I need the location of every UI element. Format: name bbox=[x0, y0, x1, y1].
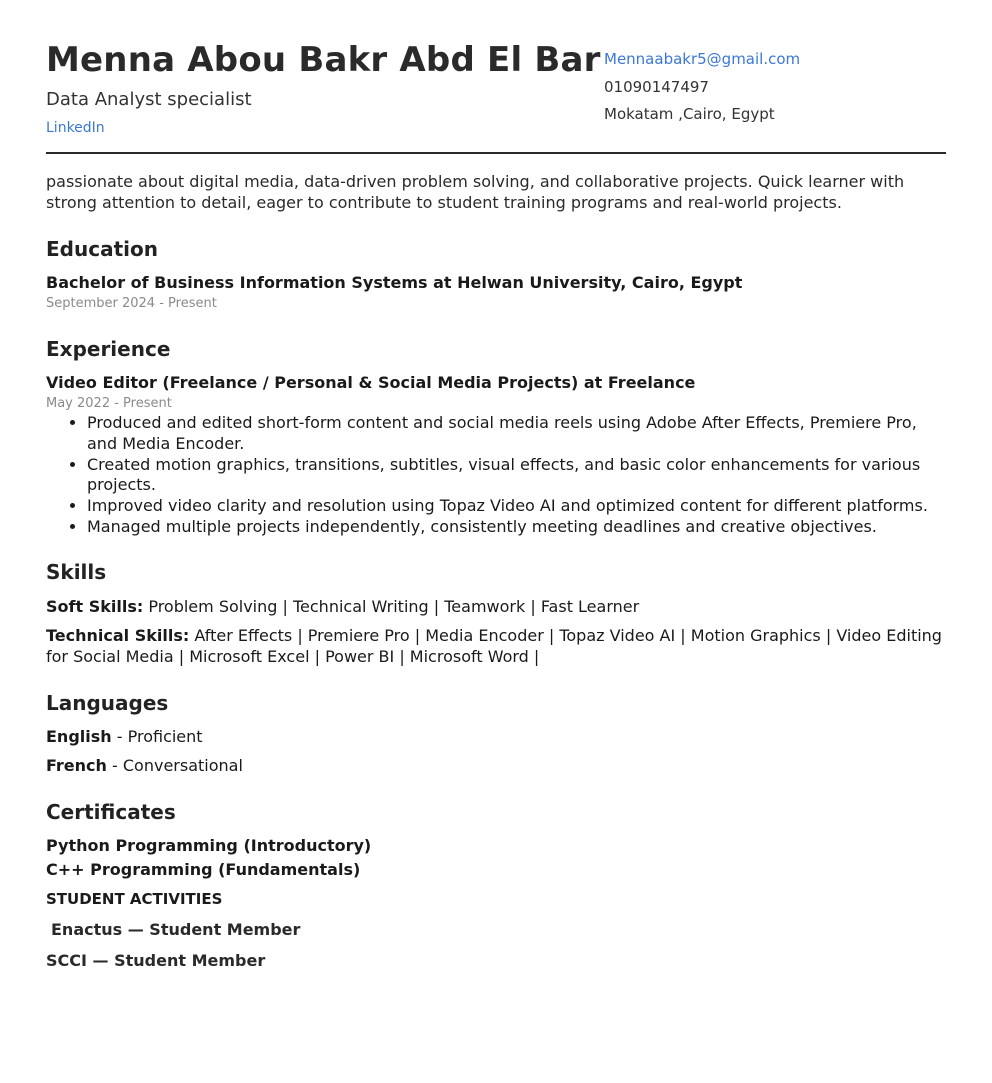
linkedin-link[interactable]: LinkedIn bbox=[46, 120, 105, 136]
location: Mokatam ,Cairo, Egypt bbox=[604, 105, 775, 123]
technical-skills-label: Technical Skills: bbox=[46, 625, 190, 645]
language-item bbox=[46, 726, 946, 747]
certificate-item: Python Programming (Introductory) bbox=[46, 835, 372, 855]
activities-section bbox=[46, 890, 946, 970]
activity-item: SCCI — Student Member bbox=[46, 950, 266, 970]
education-heading: Education bbox=[46, 237, 158, 261]
experience-section bbox=[46, 337, 946, 538]
languages-heading: Languages bbox=[46, 690, 169, 715]
phone-number: 01090147497 bbox=[604, 77, 709, 96]
experience-date: May 2022 - Present bbox=[46, 396, 172, 411]
technical-skills-value: After Effects | Premiere Pro | Media Encoder | Topaz Video AI | Motion Graphics | Video Editing for Social Media | Microsoft Excel | Power BI | Microsoft Word | bbox=[46, 625, 942, 666]
activities-heading: STUDENT ACTIVITIES bbox=[46, 889, 223, 908]
experience-heading: Experience bbox=[46, 337, 171, 361]
certificates-heading: Certificates bbox=[46, 799, 176, 824]
soft-skills-label: Soft Skills: bbox=[46, 596, 144, 616]
contact-block bbox=[604, 46, 800, 129]
certificates-section bbox=[46, 800, 946, 882]
header-divider bbox=[46, 152, 946, 154]
languages-section bbox=[46, 691, 946, 776]
education-date: September 2024 - Present bbox=[46, 296, 217, 311]
experience-bullet: • Improved video clarity and resolution using Topaz Video AI and optimized content for different platforms. bbox=[87, 496, 946, 517]
language-name: English bbox=[46, 726, 112, 746]
experience-bullet: • Produced and edited short-form content and social media reels using Adobe After Effects, Premiere Pro, and Media Encoder. bbox=[87, 413, 946, 455]
language-name: French bbox=[46, 755, 107, 775]
language-item bbox=[46, 755, 946, 776]
skills-section bbox=[46, 560, 946, 667]
resume-header bbox=[46, 0, 946, 155]
candidate-name: Menna Abou Bakr Abd El Bar bbox=[46, 40, 601, 80]
soft-skills bbox=[46, 596, 946, 617]
technical-skills bbox=[46, 625, 946, 667]
education-degree: Bachelor of Business Information Systems at Helwan University, Cairo, Egypt bbox=[46, 273, 743, 292]
experience-role: Video Editor (Freelance / Personal & Social Media Projects) at Freelance bbox=[46, 373, 696, 392]
language-level: - Conversational bbox=[106, 755, 243, 775]
email-link[interactable]: Mennaabakr5@gmail.com bbox=[604, 50, 801, 68]
candidate-role: Data Analyst specialist bbox=[46, 89, 252, 110]
soft-skills-value: Problem Solving | Technical Writing | Teamwork | Fast Learner bbox=[143, 596, 640, 616]
skills-heading: Skills bbox=[46, 559, 107, 584]
experience-bullets bbox=[46, 413, 946, 538]
education-section bbox=[46, 237, 946, 311]
experience-bullet: • Managed multiple projects independently, consistently meeting deadlines and creative objectives. bbox=[87, 517, 946, 538]
experience-bullet: • Created motion graphics, transitions, subtitles, visual effects, and basic color enhancements for various projects. bbox=[87, 455, 946, 497]
language-level: - Proficient bbox=[111, 726, 203, 746]
activity-item: Enactus — Student Member bbox=[51, 919, 301, 939]
certificate-item: C++ Programming (Fundamentals) bbox=[46, 859, 361, 879]
summary-text: passionate about digital media, data-driven problem solving, and collaborative projects. Quick learner with strong attention to detail, eager to contribute to student training programs and real-world projects. bbox=[46, 172, 905, 212]
